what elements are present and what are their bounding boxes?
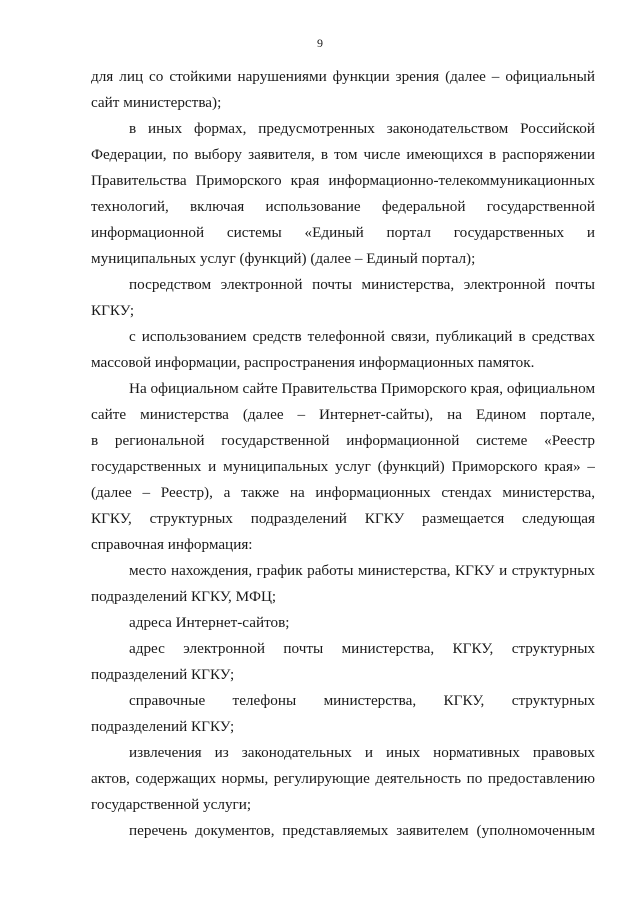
text-line: (далее – Реестр), а также на информационных стендах министерства, [91,484,595,501]
paragraph [91,324,595,376]
text-line: посредством электронной почты министерства, электронной почты [129,276,595,293]
document-body [91,64,595,844]
text-line: адреса Интернет-сайтов; [129,614,290,631]
text-line: сайте министерства (далее – Интернет-сайты), на Едином портале, [91,406,595,423]
text-line: место нахождения, график работы министерства, КГКУ и структурных [129,562,595,579]
text-line: справочные телефоны министерства, КГКУ, структурных [129,692,595,709]
text-line: подразделений КГКУ; [91,718,235,735]
paragraph [91,740,595,818]
text-line: Правительства Приморского края информационно-телекоммуникационных [91,172,595,189]
text-line: для лиц со стойкими нарушениями функции зрения (далее – официальный [91,68,595,85]
paragraph [91,376,595,558]
text-line: информационной системы «Единый портал государственных и [91,224,595,241]
paragraph [91,610,595,636]
text-line: КГКУ; [91,302,135,319]
text-line: перечень документов, представляемых заявителем (уполномоченным [129,822,595,839]
text-line: с использованием средств телефонной связи, публикаций в средствах [129,328,595,345]
paragraph [91,688,595,740]
text-line: в иных формах, предусмотренных законодательством Российской [129,120,595,137]
text-line: адрес электронной почты министерства, КГКУ, структурных [129,640,595,657]
page-number: 9 [317,36,323,50]
paragraph [91,558,595,610]
text-line: КГКУ, структурных подразделений КГКУ размещается следующая [91,510,595,527]
text-line: сайт министерства); [91,94,222,111]
text-line: извлечения из законодательных и иных нормативных правовых [129,744,595,761]
text-line: подразделений КГКУ, МФЦ; [91,588,277,605]
paragraph [91,272,595,324]
paragraph [91,818,595,844]
text-line: актов, содержащих нормы, регулирующие деятельность по предоставлению [91,770,595,787]
text-line: Федерации, по выбору заявителя, в том числе имеющихся в распоряжении [91,146,595,163]
text-line: государственной услуги; [91,796,252,813]
text-line: подразделений КГКУ; [91,666,235,683]
text-line: справочная информация: [91,536,253,553]
paragraph [91,64,595,116]
paragraph [91,636,595,688]
text-line: в региональной государственной информационной системе «Реестр [91,432,595,449]
paragraph [91,116,595,272]
text-line: На официальном сайте Правительства Приморского края, официальном [129,380,595,397]
text-line: государственных и муниципальных услуг (функций) Приморского края» – [91,458,595,475]
text-line: муниципальных услуг (функций) (далее – Единый портал); [91,250,476,267]
text-line: технологий, включая использование федеральной государственной [91,198,595,215]
text-line: массовой информации, распространения информационных памяток. [91,354,535,371]
